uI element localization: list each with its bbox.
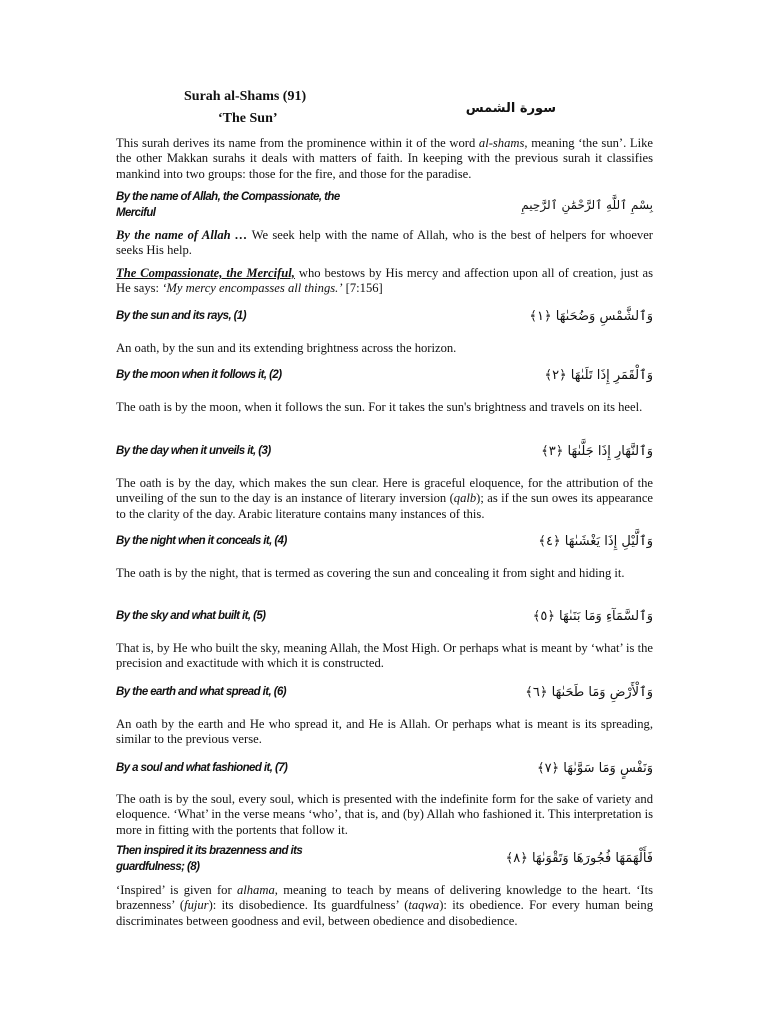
verse-1-arabic: وَٱلشَّمْسِ وَضُحَىٰهَا ﴿١﴾ bbox=[529, 309, 653, 324]
surah-title: Surah al-Shams (91) bbox=[184, 89, 307, 104]
basmala-commentary-2: The Compassionate, the Merciful, who bestows by His mercy and affection upon all of creation, just as He says: ‘My mercy encompasses all things.’ [7:156] bbox=[116, 266, 653, 296]
verse-6-commentary: An oath by the earth and He who spread it, and He is Allah. Or perhaps what is meant is its spreading, similar to the previous verse. bbox=[116, 717, 653, 747]
verse-5-commentary: That is, by He who built the sky, meaning Allah, the Most High. Or perhaps what is meant by ‘what’ is the precision and exactitude with which it is constructed. bbox=[116, 641, 653, 671]
surah-title-arabic: سورة الشمس bbox=[465, 101, 556, 116]
basmala-arabic: بِسْمِ ٱللَّهِ ٱلرَّحْمَٰنِ ٱلرَّحِيمِ bbox=[521, 198, 653, 212]
basmala-commentary-1: By the name of Allah … We seek help with the name of Allah, who is the best of helpers for whoever seeks His help. bbox=[116, 228, 654, 258]
verse-8-english: Then inspired it its brazenness and its guardfulness; (8) bbox=[116, 843, 303, 873]
verse-7-english: By a soul and what fashioned it, (7) bbox=[116, 760, 288, 774]
verse-2-english: By the moon when it follows it, (2) bbox=[116, 367, 282, 381]
intro-paragraph: This surah derives its name from the prominence within it of the word al-shams, meaning ‘the sun’. Like the other Makkan surahs it deals with matters of faith. In keeping with the previous surah it classifies mankind into two groups: those for the fire, and those for the paradise. bbox=[116, 136, 653, 181]
verse-3-commentary: The oath is by the day, which makes the sun clear. Here is graceful eloquence, for the attribution of the unveiling of the sun to the day is an instance of literary inversion (qalb); as if the sun owes its appearance to the clarity of the day. Arabic literature contains many instances of this. bbox=[116, 476, 654, 521]
verse-7-arabic: وَنَفْسٍ وَمَا سَوَّىٰهَا ﴿٧﴾ bbox=[536, 761, 653, 776]
verse-4-arabic: وَٱلَّيْلِ إِذَا يَغْشَىٰهَا ﴿٤﴾ bbox=[538, 534, 653, 549]
basmala-english: By the name of Allah, the Compassionate, the Merciful bbox=[116, 189, 340, 219]
verse-2-commentary: The oath is by the moon, when it follows the sun. For it takes the sun's brightness and travels on its heel. bbox=[116, 400, 643, 414]
verse-7-commentary: The oath is by the soul, every soul, which is presented with the indefinite form for the sake of variety and eloquence. ‘What’ in the verse means ‘who’, that is, and (by) Allah who fashioned it. This interpretation is more in fitting with the portents that follow it. bbox=[116, 792, 653, 837]
verse-3-arabic: وَٱلنَّهَارِ إِذَا جَلَّىٰهَا ﴿٣﴾ bbox=[541, 444, 653, 459]
verse-6-english: By the earth and what spread it, (6) bbox=[116, 684, 287, 698]
verse-8-arabic: فَأَلْهَمَهَا فُجُورَهَا وَتَقْوَىٰهَا ﴿٨﴾ bbox=[505, 851, 653, 866]
verse-5-arabic: وَٱلسَّمَآءِ وَمَا بَنَىٰهَا ﴿٥﴾ bbox=[532, 609, 653, 624]
verse-2-arabic: وَٱلْقَمَرِ إِذَا تَلَىٰهَا ﴿٢﴾ bbox=[544, 368, 653, 383]
verse-4-english: By the night when it conceals it, (4) bbox=[116, 533, 287, 547]
verse-4-commentary: The oath is by the night, that is termed as covering the sun and concealing it from sight and hiding it. bbox=[116, 566, 625, 580]
surah-subtitle: ‘The Sun’ bbox=[218, 111, 278, 126]
verse-1-commentary: An oath, by the sun and its extending brightness across the horizon. bbox=[116, 341, 457, 355]
verse-3-english: By the day when it unveils it, (3) bbox=[116, 443, 271, 457]
verse-6-arabic: وَٱلْأَرْضِ وَمَا طَحَىٰهَا ﴿٦﴾ bbox=[525, 685, 653, 700]
verse-1-english: By the sun and its rays, (1) bbox=[116, 308, 246, 322]
verse-5-english: By the sky and what built it, (5) bbox=[116, 608, 266, 622]
verse-8-commentary: ‘Inspired’ is given for alhama, meaning to teach by means of delivering knowledge to the heart. ‘Its brazenness’ (fujur): its disobedience. Its guardfulness’ (taqwa): its obedience. For every human being discriminates between goodness and evil, between obedience and disobedience. bbox=[116, 883, 653, 928]
